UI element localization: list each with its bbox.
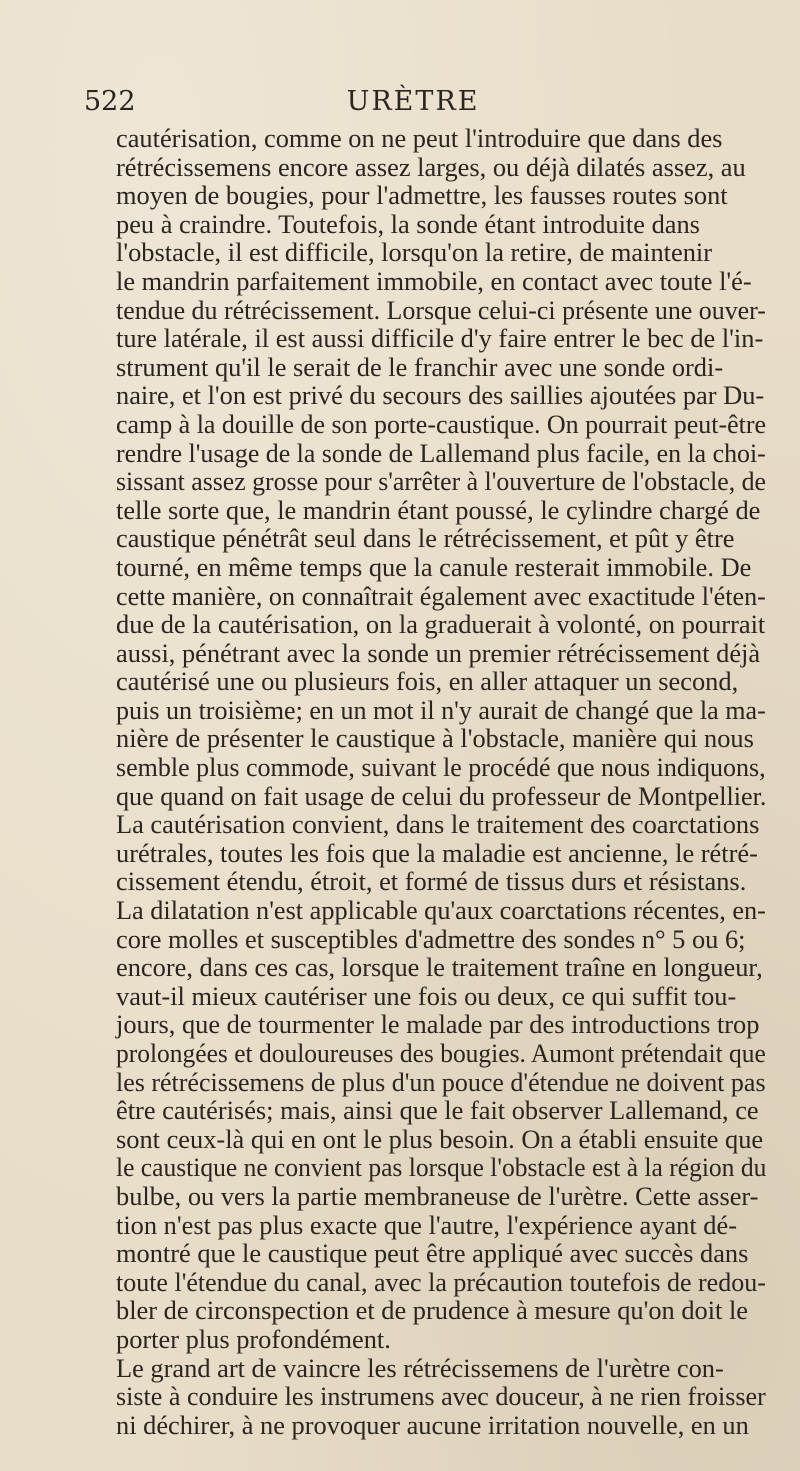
text-line: core molles et susceptibles d'admettre des sondes n° 5 ou 6; bbox=[116, 923, 746, 954]
text-line: ture latérale, il est aussi difficile d'y faire entrer le bec de l'in- bbox=[116, 323, 764, 354]
text-line: urétrales, toutes les fois que la maladie est ancienne, le rétré- bbox=[116, 837, 758, 868]
text-line: rendre l'usage de la sonde de Lallemand plus facile, en la choi- bbox=[116, 437, 766, 468]
text-line: montré que le caustique peut être appliqué avec succès dans bbox=[116, 1238, 749, 1269]
text-line: La cautérisation convient, dans le traitement des coarctations bbox=[116, 809, 760, 840]
text-line: due de la cautérisation, on la graduerait à volonté, on pourrait bbox=[116, 609, 766, 640]
body-text bbox=[116, 124, 766, 1439]
text-line: tendue du rétrécissement. Lorsque celui-ci présente une ouver- bbox=[116, 294, 766, 325]
text-line: bulbe, ou vers la partie membraneuse de l'urètre. Cette asser- bbox=[116, 1180, 759, 1211]
text-line: semble plus commode, suivant le procédé que nous indiquons, bbox=[116, 752, 766, 783]
text-line: puis un troisième; en un mot il n'y aurait de changé que la ma- bbox=[116, 694, 766, 725]
text-line: sissant assez grosse pour s'arrêter à l'ouverture de l'obstacle, de bbox=[116, 466, 766, 497]
text-line: sont ceux-là qui en ont le plus besoin. On a établi ensuite que bbox=[116, 1123, 764, 1154]
text-line: Le grand art de vaincre les rétrécissemens de l'urètre con- bbox=[116, 1352, 724, 1383]
text-line: La dilatation n'est applicable qu'aux coarctations récentes, en- bbox=[116, 895, 766, 926]
text-line: bler de circonspection et de prudence à mesure qu'on doit le bbox=[116, 1295, 749, 1326]
text-line: peu à craindre. Toutefois, la sonde étant introduite dans bbox=[116, 208, 700, 239]
text-line: vaut-il mieux cautériser une fois ou deux, ce qui suffit tou- bbox=[116, 980, 737, 1011]
text-line: l'obstacle, il est difficile, lorsqu'on la retire, de maintenir bbox=[116, 237, 713, 268]
page-number: 522 bbox=[84, 86, 136, 117]
text-line: siste à conduire les instrumens avec douceur, à ne rien froisser bbox=[116, 1381, 766, 1412]
text-line: cautérisation, comme on ne peut l'introduire que dans des bbox=[116, 123, 723, 153]
text-line: toute l'étendue du canal, avec la précaution toutefois de redou- bbox=[116, 1266, 766, 1297]
text-line: les rétrécissemens de plus d'un pouce d'étendue ne doivent pas bbox=[116, 1066, 766, 1097]
text-line: moyen de bougies, pour l'admettre, les fausses routes sont bbox=[116, 180, 728, 211]
text-line: aussi, pénétrant avec la sonde un premier rétrécissement déjà bbox=[116, 637, 761, 668]
text-line: caustique pénétrât seul dans le rétrécissement, et pût y être bbox=[116, 523, 735, 554]
text-line: rétrécissemens encore assez larges, ou déjà dilatés assez, au bbox=[116, 151, 746, 182]
text-line: le mandrin parfaitement immobile, en contact avec toute l'é- bbox=[116, 265, 752, 296]
text-line: naire, et l'on est privé du secours des saillies ajoutées par Du- bbox=[116, 380, 765, 411]
text-line: strument qu'il le serait de le franchir avec une sonde ordi- bbox=[116, 351, 724, 382]
text-line: ni déchirer, à ne provoquer aucune irritation nouvelle, en un bbox=[116, 1409, 749, 1440]
text-line: prolongées et douloureuses des bougies. Aumont prétendait que bbox=[116, 1038, 766, 1068]
text-line: cautérisé une ou plusieurs fois, en aller attaquer un second, bbox=[116, 666, 739, 697]
text-line: camp à la douille de son porte-caustique. On pourrait peut-être bbox=[116, 408, 766, 439]
text-line: tourné, en même temps que la canule resterait immobile. De bbox=[116, 551, 752, 582]
text-line: jours, que de tourmenter le malade par des introductions trop bbox=[116, 1009, 760, 1040]
text-line: nière de présenter le caustique à l'obstacle, manière qui nous bbox=[116, 723, 754, 754]
text-line: telle sorte que, le mandrin étant poussé, le cylindre chargé de bbox=[116, 494, 761, 525]
page-header bbox=[84, 84, 742, 124]
text-line: être cautérisés; mais, ainsi que le fait observer Lallemand, ce bbox=[116, 1095, 759, 1126]
text-line: que quand on fait usage de celui du professeur de Montpellier. bbox=[116, 780, 767, 811]
running-title: URÈTRE bbox=[346, 86, 480, 117]
text-line: encore, dans ces cas, lorsque le traitement traîne en longueur, bbox=[116, 952, 763, 983]
text-line: cissement étendu, étroit, et formé de tissus durs et résistans. bbox=[116, 866, 747, 897]
text-line: cette manière, on connaîtrait également avec exactitude l'éten- bbox=[116, 580, 766, 611]
text-line: le caustique ne convient pas lorsque l'obstacle est à la région du bbox=[116, 1152, 767, 1183]
text-line: porter plus profondément. bbox=[116, 1323, 391, 1354]
text-line: tion n'est pas plus exacte que l'autre, l'expérience ayant dé- bbox=[116, 1209, 737, 1240]
